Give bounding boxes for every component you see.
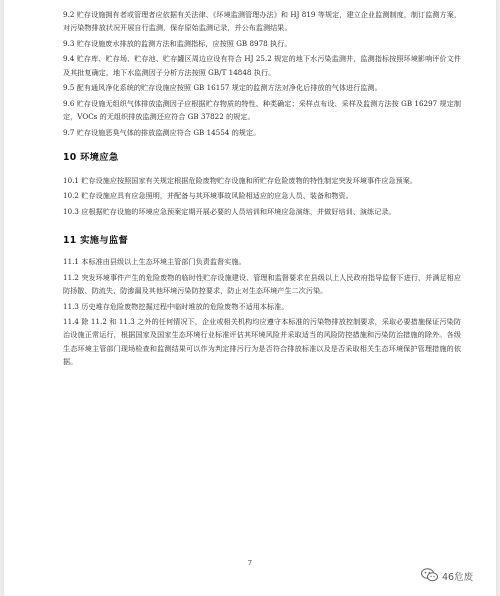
paragraph-11-3: 11.3 历史堆存危险废物挖掘过程中临时堆放的危险废物不适用本标准。 xyxy=(63,301,289,311)
paragraph-11-2: 11.2 突发环境事件产生的危险废物的临时性贮存设施建设、管理和监督要求在县级以上人民政府指导监督下进行，并满足相应防扬散、防流失、防渗漏及其他环境污染防控要求，防止对生态环境产生二次污染。 xyxy=(63,272,461,295)
section-heading-10: 10 环境应急 xyxy=(63,151,119,163)
paragraph-9-2: 9.2 贮存设施拥有者或管理者应依据有关法律、《环境监测管理办法》和 HJ 819 等规定，建立企业监测制度，制订监测方案，对污染物排放状况开展自行监测，保存原始监测记录，并公布监测结果。 xyxy=(63,10,461,33)
document-page xyxy=(4,0,496,596)
paragraph-10-2: 10.2 贮存设施应具有应急照明，并配备与其环境事故风险相适应的应急人员、装备和物资。 xyxy=(63,191,353,201)
paragraph-10-1: 10.1 贮存设施应按照国家有关规定根据危险废物贮存设施和所贮存危险废物的特性制定突发环境事件应急预案。 xyxy=(63,175,418,185)
watermark-label: 46危废 xyxy=(442,572,474,583)
page-number: 7 xyxy=(247,559,253,567)
paragraph-9-3: 9.3 贮存设施废水排放的监测方法和监测指标，应按照 GB 8978 执行。 xyxy=(63,38,292,48)
watermark xyxy=(421,568,473,584)
paragraph-11-4: 11.4 除 11.2 和 11.3 之外的任何情况下，企业或相关机构均应遵守本标准的污染物排放控制要求，采取必要措施保证污染防治设施正常运行，根据国家及国家生态环境行业标准评估其环境风险并采取适当的风险防控措施和污染防治措施的除外。各级生态环境主管部门现场检查和监测结果可以作为判定排污行为是否符合排放标准以及是否采取相关生态环境保护管理措施的依据。 xyxy=(63,317,461,366)
paragraph-10-3: 10.3 应根据贮存设施的环境应急预案定期开展必要的人员培训和环境应急演练，并做好培训、演练记录。 xyxy=(63,206,396,216)
wechat-icon xyxy=(421,568,438,585)
paragraph-9-6: 9.6 贮存设施无组织气体排放监测因子应根据贮存物质的特性、种类确定；采样点布设、采样及监测方法按 GB 16297 规定制定，VOCs 的无组织排放监测还应符合 GB 37822 的规定。 xyxy=(63,98,461,121)
page-content xyxy=(63,8,461,370)
paragraph-9-5: 9.5 配有通风净化系统的贮存设施应按照 GB 16157 规定的监测方法对净化后排放的气体进行监测。 xyxy=(63,83,382,93)
paragraph-9-7: 9.7 贮存设施恶臭气体的排放监测应符合 GB 14554 的规定。 xyxy=(63,127,261,137)
paragraph-9-4: 9.4 贮存库、贮存场、贮存池、贮存罐区周边应设有符合 HJ 25.2 规定的地下水污染监测井，监测指标按照环境影响评价文件及其批复确定，地下水监测因子分析方法按照 GB/T 14848 执行。 xyxy=(63,54,461,77)
paragraph-11-1: 11.1 本标准由县级以上生态环境主管部门负责监督实施。 xyxy=(63,257,246,267)
section-heading-11: 11 实施与监督 xyxy=(63,235,129,247)
